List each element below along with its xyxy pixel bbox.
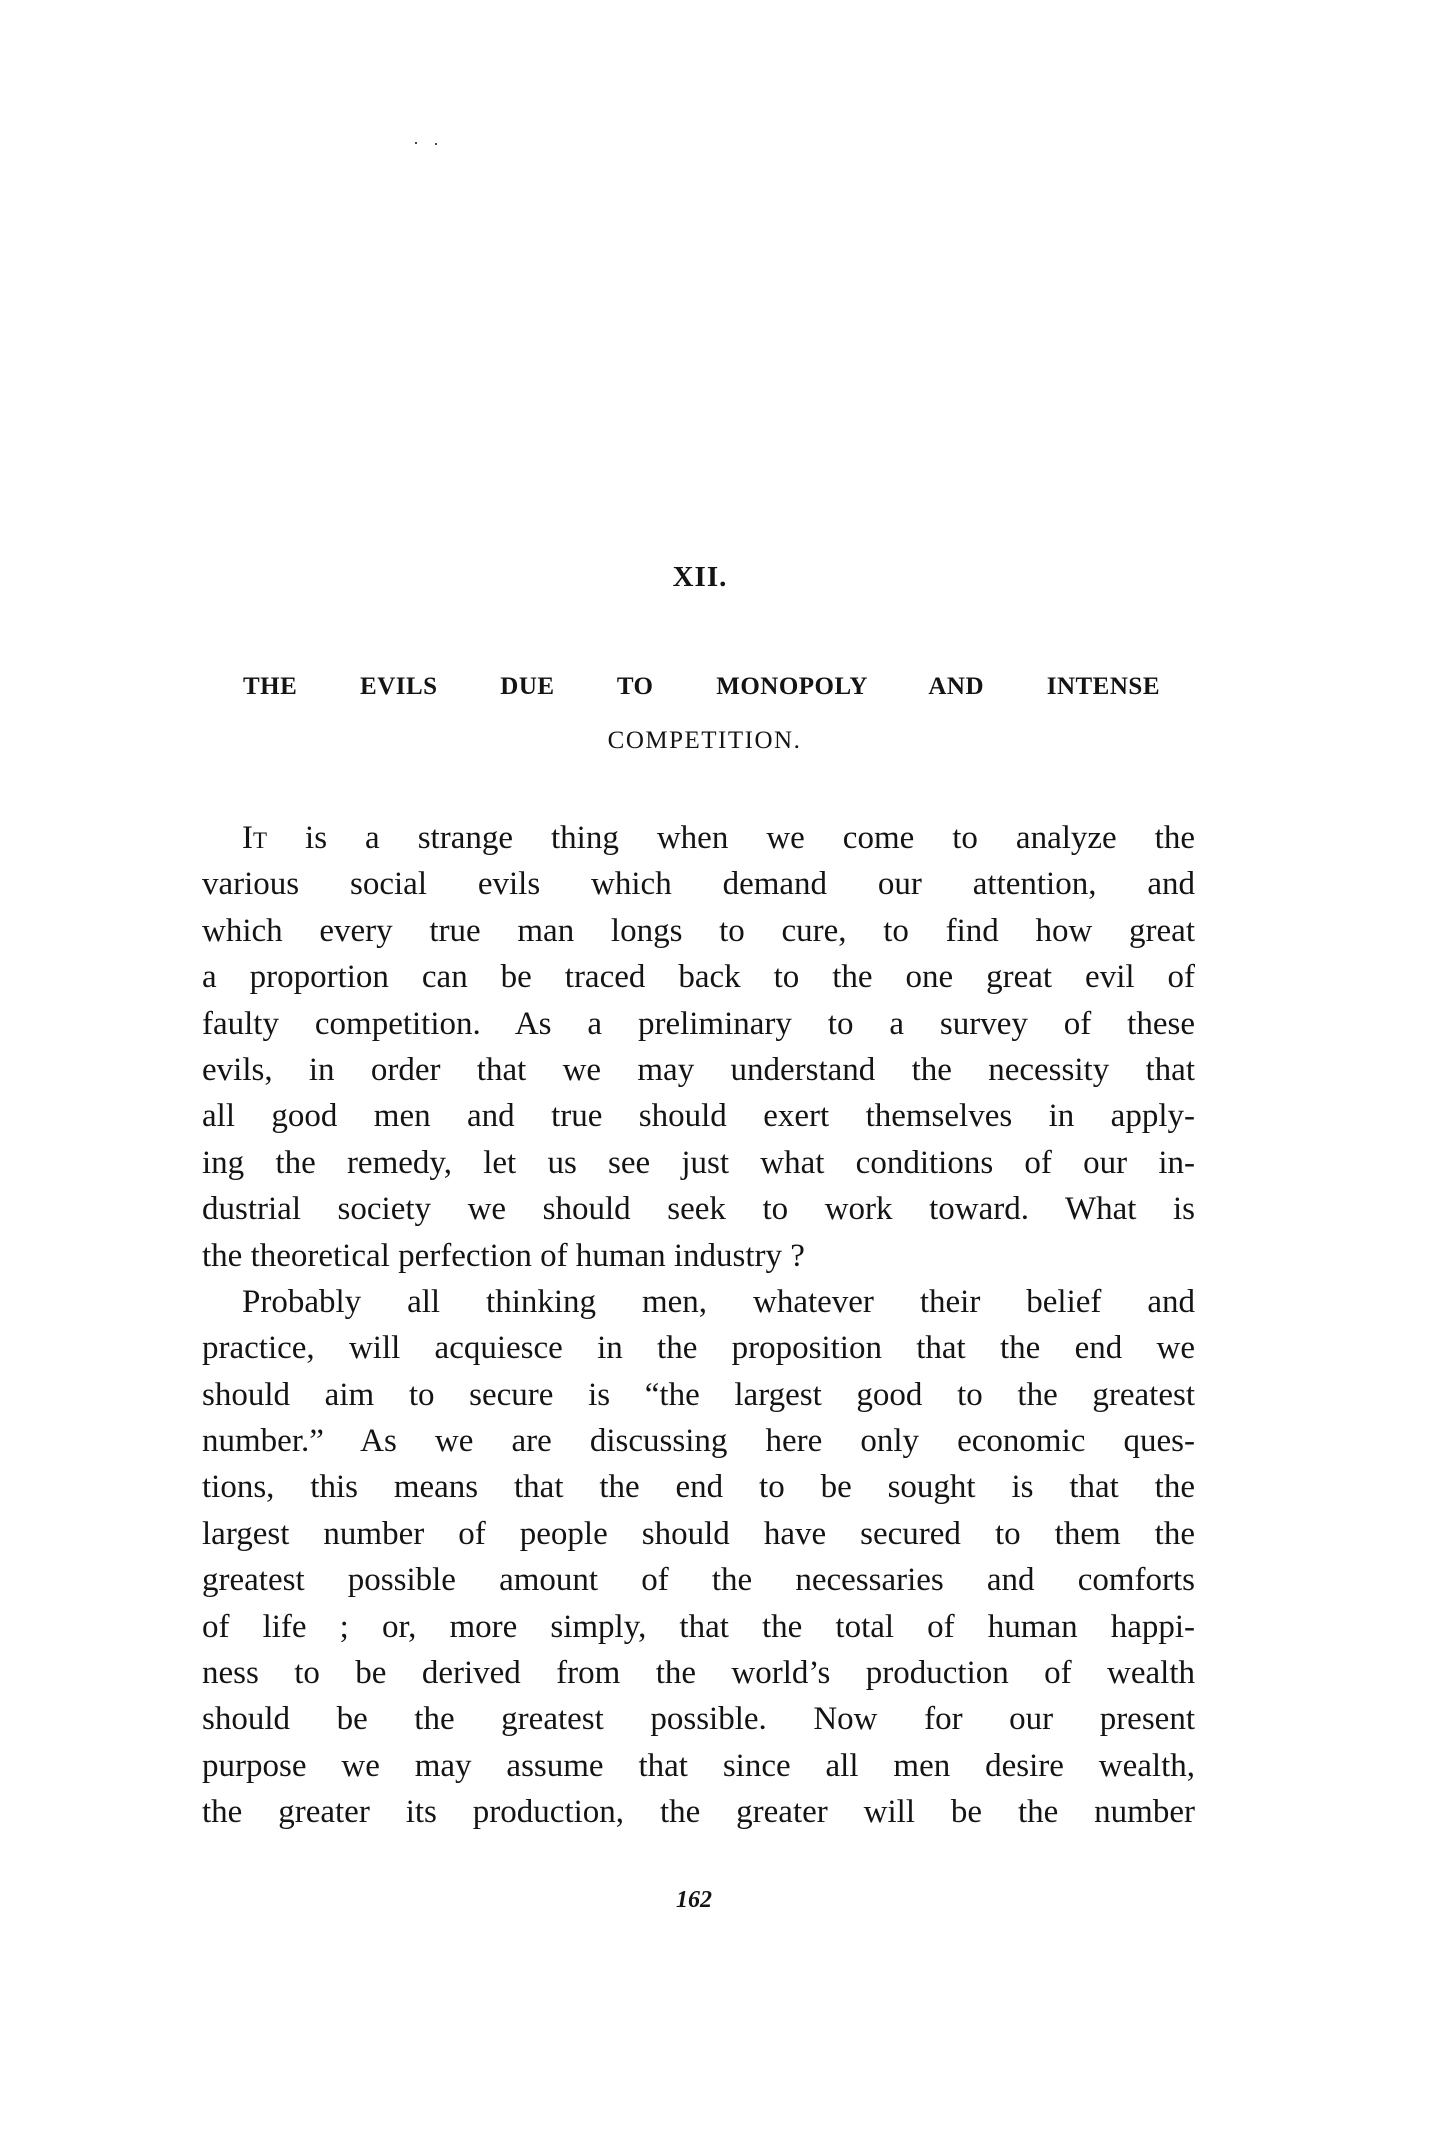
chapter-number: XII. — [672, 561, 728, 593]
text-line: largest number of people should have secured to them the — [202, 1515, 1195, 1552]
text-line: evils, in order that we may understand the necessity that — [202, 1051, 1195, 1088]
text-line: faulty competition. As a preliminary to a survey of these — [202, 1005, 1195, 1042]
text-line: greatest possible amount of the necessaries and comforts — [202, 1562, 1195, 1599]
scan-speck — [415, 142, 417, 144]
body-text — [202, 815, 1195, 1836]
text-line: practice, will acquiesce in the proposition that the end we — [202, 1330, 1195, 1367]
text-line: the greater its production, the greater will be the number — [202, 1794, 1195, 1831]
text-line — [202, 815, 1195, 861]
text-line-rest: is a strange thing when we come to analyze the — [267, 820, 1195, 856]
text-line: tions, this means that the end to be sought is that the — [202, 1469, 1195, 1506]
chapter-title-line-2: COMPETITION. — [607, 727, 802, 754]
drop-smallcaps-word: It — [242, 820, 268, 856]
text-line: should be the greatest possible. Now for our present — [202, 1701, 1195, 1738]
text-line: ing the remedy, let us see just what conditions of our in- — [202, 1144, 1195, 1181]
text-line: number.” As we are discussing here only economic ques- — [202, 1423, 1195, 1460]
text-line: of life ; or, more simply, that the total of human happi- — [202, 1608, 1195, 1645]
text-line: all good men and true should exert themselves in apply- — [202, 1098, 1195, 1135]
chapter-title — [243, 670, 1160, 758]
text-line: which every true man longs to cure, to find how great — [202, 912, 1195, 949]
text-line: should aim to secure is “the largest good to the greatest — [202, 1376, 1195, 1413]
text-line: ness to be derived from the world’s production of wealth — [202, 1655, 1195, 1692]
text-line: dustrial society we should seek to work toward. What is — [202, 1191, 1195, 1228]
paragraph-1 — [202, 815, 1195, 1279]
page-number: 162 — [676, 1887, 712, 1913]
text-line: the theoretical perfection of human industry ? — [202, 1237, 805, 1274]
paragraph-2 — [202, 1279, 1195, 1836]
chapter-title-line-1: THE EVILS DUE TO MONOPOLY AND INTENSE — [243, 673, 1160, 700]
text-line: various social evils which demand our attention, and — [202, 866, 1195, 903]
text-line: purpose we may assume that since all men desire wealth, — [202, 1747, 1195, 1784]
scan-speck — [435, 143, 437, 145]
text-line: a proportion can be traced back to the one great evil of — [202, 959, 1195, 996]
text-line: Probably all thinking men, whatever their belief and — [242, 1283, 1195, 1320]
